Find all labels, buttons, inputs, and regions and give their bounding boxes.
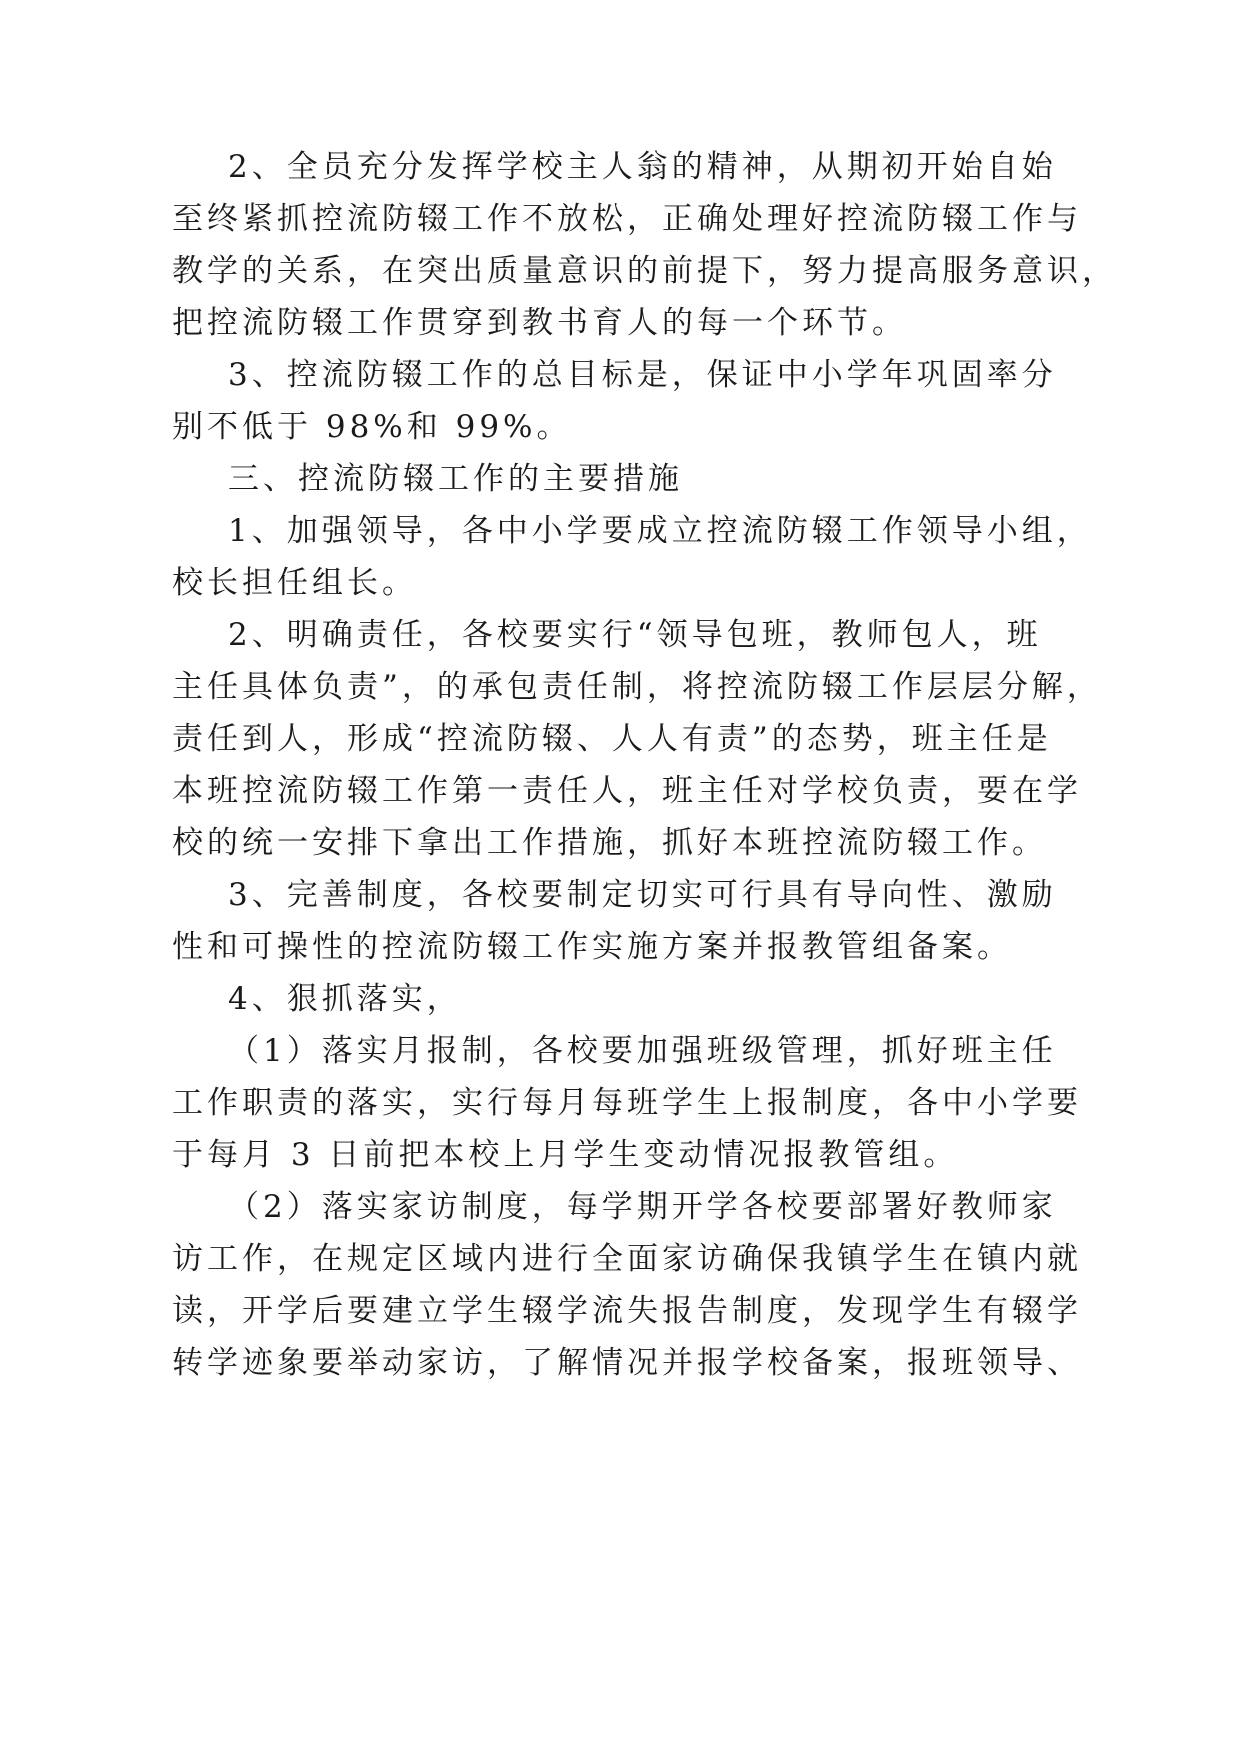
text-line-22: 访工作，在规定区域内进行全面家访确保我镇学生在镇内就: [172, 1241, 1082, 1277]
text-line-2: 至终紧抓控流防辍工作不放松，正确处理好控流防辍工作与: [172, 201, 1082, 237]
text-line-11: 主任具体负责”，的承包责任制，将控流防辍工作层层分解，: [172, 669, 1102, 705]
text-line-17: 4、狠抓落实，: [228, 981, 462, 1017]
text-line-13: 本班控流防辍工作第一责任人，班主任对学校负责，要在学: [172, 773, 1082, 809]
text-line-18: （1）落实月报制，各校要加强班级管理，抓好班主任: [228, 1033, 1057, 1069]
text-line-6: 别不低于 98%和 99%。: [172, 409, 572, 445]
text-line-15: 3、完善制度，各校要制定切实可行具有导向性、激励: [228, 877, 1057, 913]
text-line-16: 性和可操性的控流防辍工作实施方案并报教管组备案。: [172, 929, 1012, 965]
text-line-21: （2）落实家访制度，每学期开学各校要部署好教师家: [228, 1189, 1057, 1225]
text-line-8: 1、加强领导，各中小学要成立控流防辍工作领导小组，: [228, 513, 1092, 549]
text-line-23: 读，开学后要建立学生辍学流失报告制度，发现学生有辍学: [172, 1293, 1082, 1329]
text-line-4: 把控流防辍工作贯穿到教书育人的每一个环节。: [172, 305, 907, 341]
text-line-24: 转学迹象要举动家访，了解情况并报学校备案，报班领导、: [172, 1345, 1082, 1381]
section-heading: 三、控流防辍工作的主要措施: [228, 461, 683, 497]
text-line-19: 工作职责的落实，实行每月每班学生上报制度，各中小学要: [172, 1085, 1082, 1121]
text-line-3: 教学的关系，在突出质量意识的前提下，努力提高服务意识，: [172, 253, 1117, 289]
text-line-12: 责任到人，形成“控流防辍、人人有责”的态势，班主任是: [172, 721, 1052, 757]
text-line-14: 校的统一安排下拿出工作措施，抓好本班控流防辍工作。: [172, 825, 1047, 861]
text-line-20: 于每月 3 日前把本校上月学生变动情况报教管组。: [172, 1137, 959, 1173]
text-line-10: 2、明确责任，各校要实行“领导包班，教师包人，班: [228, 617, 1042, 653]
text-line-5: 3、控流防辍工作的总目标是，保证中小学年巩固率分: [228, 357, 1057, 393]
text-line-1: 2、全员充分发挥学校主人翁的精神，从期初开始自始: [228, 149, 1057, 185]
text-line-9: 校长担任组长。: [172, 565, 417, 601]
